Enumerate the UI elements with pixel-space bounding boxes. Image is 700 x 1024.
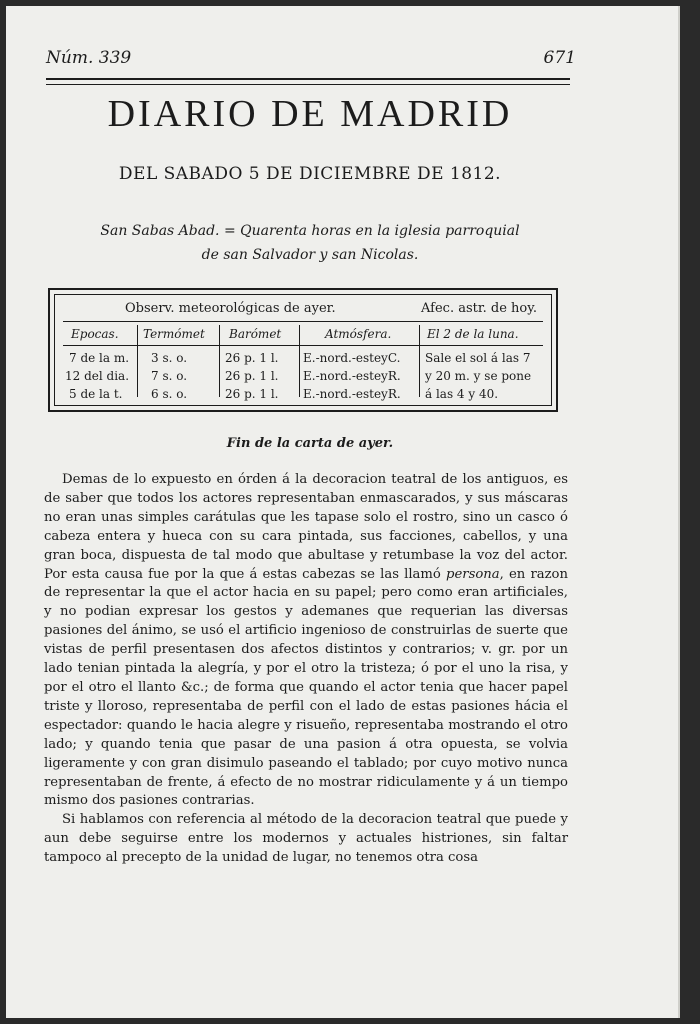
newspaper-page — [6, 6, 680, 1018]
weather-table-inner — [54, 294, 552, 406]
row-2-atm: E.-nord.-esteyR. — [303, 369, 401, 383]
row-1-atm: E.-nord.-esteyC. — [303, 351, 401, 365]
article-paragraph-1 — [44, 471, 568, 811]
header-rule — [46, 78, 570, 85]
table-divider — [299, 325, 300, 397]
saints-of-day — [46, 219, 574, 267]
table-divider — [419, 325, 420, 397]
col-epocas: Epocas. — [71, 327, 119, 341]
row-2-baro: 26 p. 1 l. — [225, 369, 279, 383]
table-divider — [219, 325, 220, 397]
row-3-baro: 26 p. 1 l. — [225, 387, 279, 401]
article-paragraph-2: Si hablamos con referencia al método de la decoracion teatral que puede y aun debe seguirse entre los modernos y actuales histriones, sin faltar tampoco al precepto de la unidad de lugar, no tenemos otra cosa — [44, 812, 568, 866]
page-number: 671 — [543, 48, 576, 68]
astro-heading: Afec. astr. de hoy. — [421, 301, 538, 316]
row-3-epoca: 5 de la t. — [69, 387, 123, 401]
row-2-term: 7 s. o. — [151, 369, 188, 383]
issue-number — [46, 48, 131, 68]
saints-line-1: San Sabas Abad. = Quarenta horas en la iglesia parroquial — [100, 223, 520, 239]
issue-header — [46, 48, 576, 68]
paragraph-text: Demas de lo expuesto en órden á la decoracion teatral de los antiguos, es de saber que todos los actores representaban enmascarados, y sus máscaras no eran unas simples carátulas que les tapase solo el rostro, sino un casco ó cabeza entera y hueca con su cara pintada, sus facciones, cabellos, y una gran boca, dispuesta de tal modo que abultase y retumbase la voz del actor. Por esta causa fue por la que á estas cabezas se las llamó — [44, 472, 568, 582]
row-3-term: 6 s. o. — [151, 387, 188, 401]
table-rule-mid — [63, 345, 543, 346]
issue-number-label: Núm. — [46, 48, 94, 68]
luna-line-3: á las 4 y 40. — [425, 387, 499, 401]
col-termometro: Termómet — [143, 327, 205, 341]
saints-line-2: de san Salvador y san Nicolas. — [201, 247, 419, 263]
date-line: DEL SABADO 5 DE DICIEMBRE DE 1812. — [118, 164, 502, 184]
weather-heading: Observ. meteorológicas de ayer. — [125, 301, 336, 316]
article-subtitle: Fin de la carta de ayer. — [226, 436, 394, 451]
paragraph-text: , en razon de representar la que el actor hacia en su papel; pero como eran artificiales, y no podian expresar los gestos y ademanes que requerian las diversas pasiones del ánimo, se usó el artificio ingenioso de construirlas de suerte que vistas de perfil presentasen dos afectos distintos y contrarios; v. gr. por un lado tenian pintada la alegría, y por el otro la tristeza; ó por el uno la risa, y por el otro el llanto &c.; de forma que quando el actor tenia que hacer papel triste y lloroso, representaba de perfil con el lado de estas pasiones hácia el espectador: quando le hacia alegre y risueño, representaba mostrando el otro lado; y quando tenia que pasar de una pasion á otra opuesta, se volvia ligeramente y con gran disimulo paseando el tablado; por cuyo motivo nunca representaban de frente, á efecto de no mostrar ridiculamente y á un tiempo mismo dos pasiones contrarias. — [44, 566, 568, 809]
row-1-baro: 26 p. 1 l. — [225, 351, 279, 365]
row-1-term: 3 s. o. — [151, 351, 188, 365]
masthead-title: DIARIO DE MADRID — [107, 93, 513, 135]
row-2-epoca: 12 del dia. — [65, 369, 130, 383]
row-3-atm: E.-nord.-esteyR. — [303, 387, 401, 401]
table-rule-top — [63, 321, 543, 322]
table-divider — [137, 325, 138, 397]
col-atmosfera: Atmósfera. — [325, 327, 392, 341]
col-luna: El 2 de la luna. — [427, 327, 519, 341]
row-1-epoca: 7 de la m. — [69, 351, 130, 365]
col-barometro: Barómet — [229, 327, 282, 341]
emphasized-word: persona — [446, 566, 500, 582]
article-body — [44, 471, 568, 868]
weather-table — [48, 288, 558, 412]
luna-line-2: y 20 m. y se pone — [425, 369, 532, 383]
luna-line-1: Sale el sol á las 7 — [425, 351, 531, 365]
issue-number-value: 339 — [98, 48, 132, 68]
